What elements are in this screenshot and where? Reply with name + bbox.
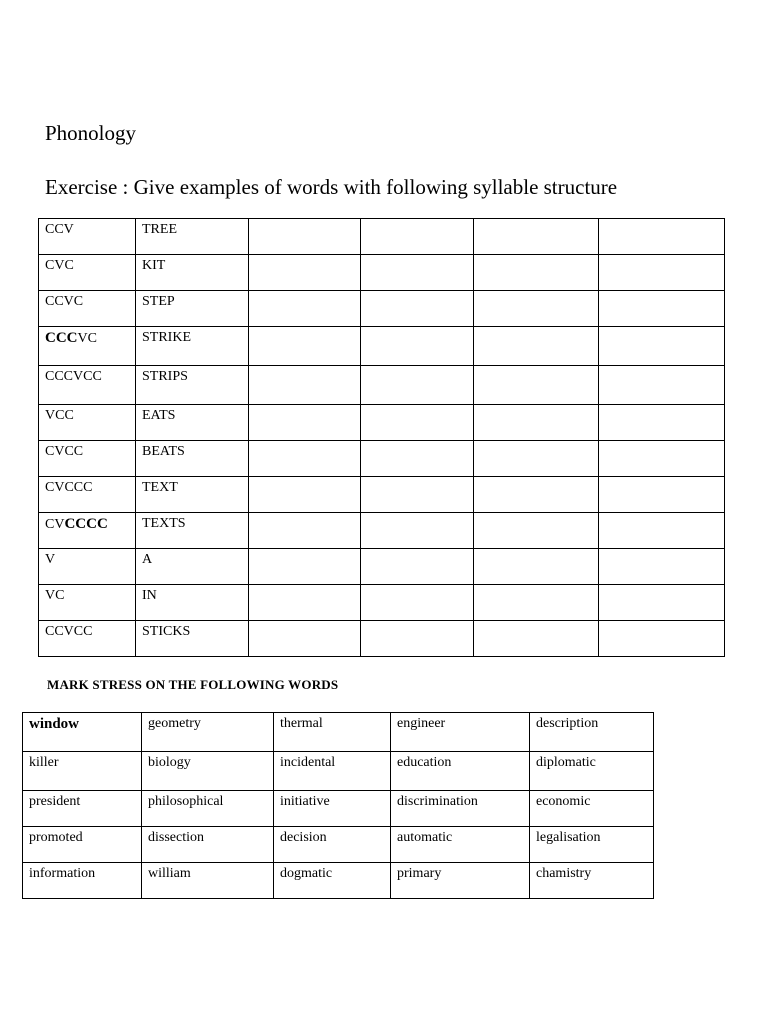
answer-cell[interactable]	[599, 621, 725, 657]
word-cell	[391, 827, 530, 863]
answer-cell[interactable]	[474, 405, 599, 441]
stress-word: description	[536, 716, 599, 731]
example-cell	[136, 549, 249, 585]
example-word: STRIKE	[142, 330, 191, 345]
word-cell	[530, 863, 654, 899]
syllable-row	[39, 327, 725, 366]
word-cell	[274, 863, 391, 899]
answer-cell[interactable]	[361, 621, 474, 657]
answer-cell[interactable]	[474, 291, 599, 327]
answer-cell[interactable]	[249, 291, 361, 327]
page-title: Phonology	[45, 121, 137, 145]
word-cell	[142, 863, 274, 899]
stress-word: primary	[397, 866, 442, 881]
answer-cell[interactable]	[249, 405, 361, 441]
stress-word: initiative	[280, 794, 330, 809]
answer-cell[interactable]	[599, 477, 725, 513]
answer-cell[interactable]	[361, 549, 474, 585]
word-cell	[530, 752, 654, 791]
stress-row	[23, 863, 654, 899]
stress-heading: MARK STRESS ON THE FOLLOWING WORDS	[47, 677, 339, 692]
structure-text: CCVCC	[45, 624, 93, 639]
word-cell	[23, 713, 142, 752]
answer-cell[interactable]	[474, 219, 599, 255]
example-cell	[136, 291, 249, 327]
structure-prefix: CV	[45, 517, 65, 532]
structure-text	[39, 513, 135, 533]
example-word: BEATS	[142, 444, 185, 459]
stress-word: chamistry	[536, 866, 592, 881]
answer-cell[interactable]	[599, 327, 725, 366]
answer-cell[interactable]	[474, 513, 599, 549]
stress-word: diplomatic	[536, 755, 596, 770]
syllable-row	[39, 513, 725, 549]
example-cell	[136, 405, 249, 441]
example-word: A	[142, 552, 153, 567]
stress-word: dissection	[148, 830, 204, 845]
example-cell	[136, 255, 249, 291]
word-cell	[530, 791, 654, 827]
answer-cell[interactable]	[474, 327, 599, 366]
word-cell	[391, 791, 530, 827]
example-word: STRIPS	[142, 369, 188, 384]
example-cell	[136, 477, 249, 513]
structure-cell	[39, 585, 136, 621]
answer-cell[interactable]	[249, 255, 361, 291]
answer-cell[interactable]	[474, 585, 599, 621]
structure-cell	[39, 291, 136, 327]
answer-cell[interactable]	[599, 255, 725, 291]
stress-word: geometry	[148, 716, 201, 731]
word-cell	[23, 827, 142, 863]
word-cell	[142, 827, 274, 863]
structure-text: CCCVCC	[45, 369, 102, 384]
word-cell	[142, 791, 274, 827]
stress-word: president	[29, 794, 81, 809]
example-word: EATS	[142, 408, 176, 423]
word-cell	[142, 752, 274, 791]
answer-cell[interactable]	[361, 255, 474, 291]
word-cell	[274, 827, 391, 863]
word-cell	[23, 863, 142, 899]
stress-word: engineer	[397, 716, 446, 731]
example-word: STICKS	[142, 624, 191, 639]
answer-cell[interactable]	[361, 327, 474, 366]
answer-cell[interactable]	[474, 366, 599, 405]
example-cell	[136, 513, 249, 549]
stress-word: economic	[536, 794, 591, 809]
answer-cell[interactable]	[599, 366, 725, 405]
structure-emphasis: CCC	[45, 330, 78, 346]
structure-text: CCVC	[45, 294, 84, 309]
stress-word: information	[29, 866, 96, 881]
example-word: KIT	[142, 258, 166, 273]
answer-cell[interactable]	[599, 441, 725, 477]
answer-cell[interactable]	[361, 366, 474, 405]
answer-cell[interactable]	[599, 513, 725, 549]
answer-cell[interactable]	[249, 585, 361, 621]
answer-cell[interactable]	[249, 549, 361, 585]
answer-cell[interactable]	[361, 405, 474, 441]
example-word: STEP	[142, 294, 175, 309]
answer-cell[interactable]	[599, 291, 725, 327]
example-cell	[136, 621, 249, 657]
structure-cell	[39, 621, 136, 657]
word-cell	[274, 713, 391, 752]
example-cell	[136, 441, 249, 477]
stress-word: william	[148, 866, 191, 881]
stress-row	[23, 827, 654, 863]
answer-cell[interactable]	[474, 549, 599, 585]
example-word: TEXT	[142, 480, 178, 495]
answer-cell[interactable]	[249, 366, 361, 405]
answer-cell[interactable]	[361, 513, 474, 549]
syllable-row	[39, 255, 725, 291]
answer-cell[interactable]	[474, 441, 599, 477]
structure-cell	[39, 513, 136, 549]
example-word: TEXTS	[142, 516, 186, 531]
stress-word: philosophical	[148, 794, 224, 809]
stress-word: education	[397, 755, 452, 770]
stress-word: dogmatic	[280, 866, 333, 881]
word-cell	[23, 752, 142, 791]
structure-text: VC	[45, 588, 65, 603]
structure-suffix: VC	[77, 331, 97, 346]
example-cell	[136, 327, 249, 366]
stress-row	[23, 752, 654, 791]
stress-word: thermal	[280, 716, 323, 731]
syllable-row	[39, 366, 725, 405]
answer-cell[interactable]	[361, 585, 474, 621]
structure-text: CVCC	[45, 444, 84, 459]
structure-text	[39, 327, 135, 347]
stress-word: killer	[29, 755, 59, 770]
structure-text: VCC	[45, 408, 74, 423]
answer-cell[interactable]	[474, 255, 599, 291]
structure-cell	[39, 219, 136, 255]
structure-cell	[39, 405, 136, 441]
answer-cell[interactable]	[249, 219, 361, 255]
answer-cell[interactable]	[249, 477, 361, 513]
word-cell	[391, 752, 530, 791]
structure-emphasis: CCCC	[64, 516, 108, 532]
syllable-structure-table	[38, 218, 725, 657]
word-cell	[274, 752, 391, 791]
stress-word: decision	[280, 830, 327, 845]
syllable-row	[39, 477, 725, 513]
structure-cell	[39, 477, 136, 513]
exercise-instruction: Exercise : Give examples of words with following syllable structure	[45, 175, 618, 199]
stress-word: biology	[148, 755, 191, 770]
syllable-row	[39, 405, 725, 441]
answer-cell[interactable]	[361, 291, 474, 327]
answer-cell[interactable]	[599, 549, 725, 585]
stress-words-table	[22, 712, 654, 899]
answer-cell[interactable]	[249, 621, 361, 657]
syllable-row	[39, 621, 725, 657]
answer-cell[interactable]	[249, 327, 361, 366]
word-cell	[530, 827, 654, 863]
structure-cell	[39, 255, 136, 291]
word-cell	[142, 713, 274, 752]
word-cell	[274, 791, 391, 827]
structure-text: V	[45, 552, 56, 567]
stress-word: legalisation	[536, 830, 601, 845]
stress-word: promoted	[29, 830, 83, 845]
word-cell	[391, 863, 530, 899]
answer-cell[interactable]	[599, 585, 725, 621]
syllable-row	[39, 291, 725, 327]
example-cell	[136, 585, 249, 621]
word-cell	[23, 791, 142, 827]
stress-row	[23, 713, 654, 752]
answer-cell[interactable]	[599, 219, 725, 255]
structure-text: CCV	[45, 222, 74, 237]
syllable-row	[39, 549, 725, 585]
stress-word: discrimination	[397, 794, 478, 809]
structure-text: CVC	[45, 258, 74, 273]
stress-word: incidental	[280, 755, 336, 770]
structure-text: CVCCC	[45, 480, 93, 495]
example-cell	[136, 219, 249, 255]
answer-cell[interactable]	[474, 621, 599, 657]
word-cell	[391, 713, 530, 752]
stress-row	[23, 791, 654, 827]
example-cell	[136, 366, 249, 405]
structure-cell	[39, 441, 136, 477]
syllable-row	[39, 219, 725, 255]
answer-cell[interactable]	[361, 219, 474, 255]
stress-word: automatic	[397, 830, 453, 845]
example-word: IN	[142, 588, 157, 603]
structure-cell	[39, 549, 136, 585]
syllable-row	[39, 585, 725, 621]
structure-cell	[39, 327, 136, 366]
example-word: TREE	[142, 222, 177, 237]
structure-cell	[39, 366, 136, 405]
word-cell	[530, 713, 654, 752]
answer-cell[interactable]	[361, 477, 474, 513]
answer-cell[interactable]	[249, 513, 361, 549]
answer-cell[interactable]	[249, 441, 361, 477]
answer-cell[interactable]	[474, 477, 599, 513]
stress-word: window	[29, 716, 80, 732]
answer-cell[interactable]	[361, 441, 474, 477]
syllable-row	[39, 441, 725, 477]
answer-cell[interactable]	[599, 405, 725, 441]
